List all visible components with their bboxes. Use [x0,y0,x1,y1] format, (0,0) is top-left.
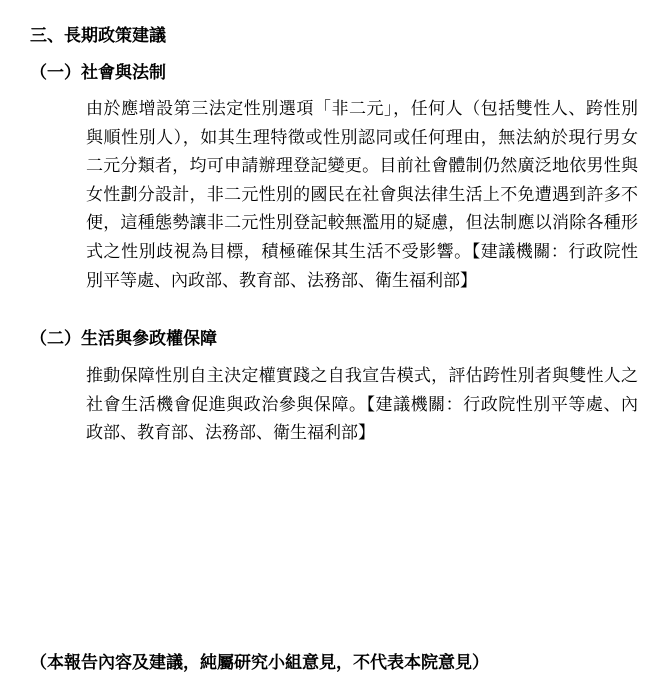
subsection-heading-life-political-rights: （二）生活與參政權保障 [30,329,217,349]
subsection-heading-social-legal: （一）社會與法制 [30,63,166,83]
paragraph-social-legal: 由於應增設第三法定性別選項「非二元」，任何人（包括雙性人、跨性別與順性別人），如其生理特徵或性別認同或任何理由，無法納於現行男女二元分類者，均可申請辦理登記變更。目前社會體制仍然廣泛地依男性與女性劃分設計，非二元性別的國民在社會與法律生活上不免遭遇到許多不便，這種態勢讓非二元性別登記較無濫用的疑慮，但法制應以消除各種形式之性別歧視為目標，積極確保其生活不受影響。【建議機關：行政院性別平等處、內政部、教育部、法務部、衛生福利部】 [86,99,638,291]
section-heading: 三、長期政策建議 [30,26,166,46]
paragraph-life-political-rights: 推動保障性別自主決定權實踐之自我宣告模式，評估跨性別者與雙性人之社會生活機會促進與政治參與保障。【建議機關：行政院性別平等處、內政部、教育部、法務部、衛生福利部】 [86,366,638,444]
footer-disclaimer: （本報告內容及建議，純屬研究小組意見，不代表本院意見） [30,653,489,673]
